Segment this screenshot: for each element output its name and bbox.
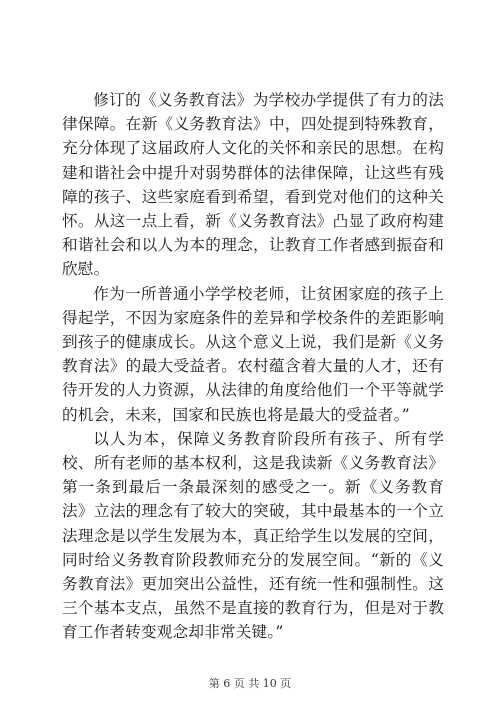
page-number-footer: 第 6 页 共 10 页 (208, 677, 292, 690)
paragraph-1: 修订的《义务教育法》为学校办学提供了有力的法律保障。在新《义务教育法》中，四处提到特殊教育，充分体现了这届政府人文化的关怀和亲民的思想。在构建和谐社会中提升对弱势群体的法律保障，让这些有残障的孩子、这些家庭看到希望，看到党对他们的这种关怀。从这一点上看，新《义务教育法》凸显了政府构建和谐社会和以人为本的理念，让教育工作者感到振奋和欣慰。 (62, 91, 444, 279)
paragraph-2: 作为一所普通小学学校老师，让贫困家庭的孩子上得起学，不因为家庭条件的差异和学校条件的差距影响到孩子的健康成长。从这个意义上说，我们是新《义务教育法》的最大受益者。农村蕴含着大量的人才，还有待开发的人力资源，从法律的角度给他们一个平等就学的机会，未来，国家和民族也将是最大的受益者。” (62, 284, 444, 424)
body-text (62, 88, 444, 645)
paragraph-3: 以人为本，保障义务教育阶段所有孩子、所有学校、所有老师的基本权利，这是我读新《义务教育法》第一条到最后一条最深刻的感受之一。新《义务教育法》立法的理念有了较大的突破，其中最基本的一个立法理念是以学生发展为本，真正给学生以发展的空间，同时给义务教育阶段教师充分的发展空间。“新的《义务教育法》更加突出公益性，还有统一性和强制性。这三个基本支点，虽然不是直接的教育行为，但是对于教育工作者转变观念却非常关键。” (62, 429, 444, 642)
